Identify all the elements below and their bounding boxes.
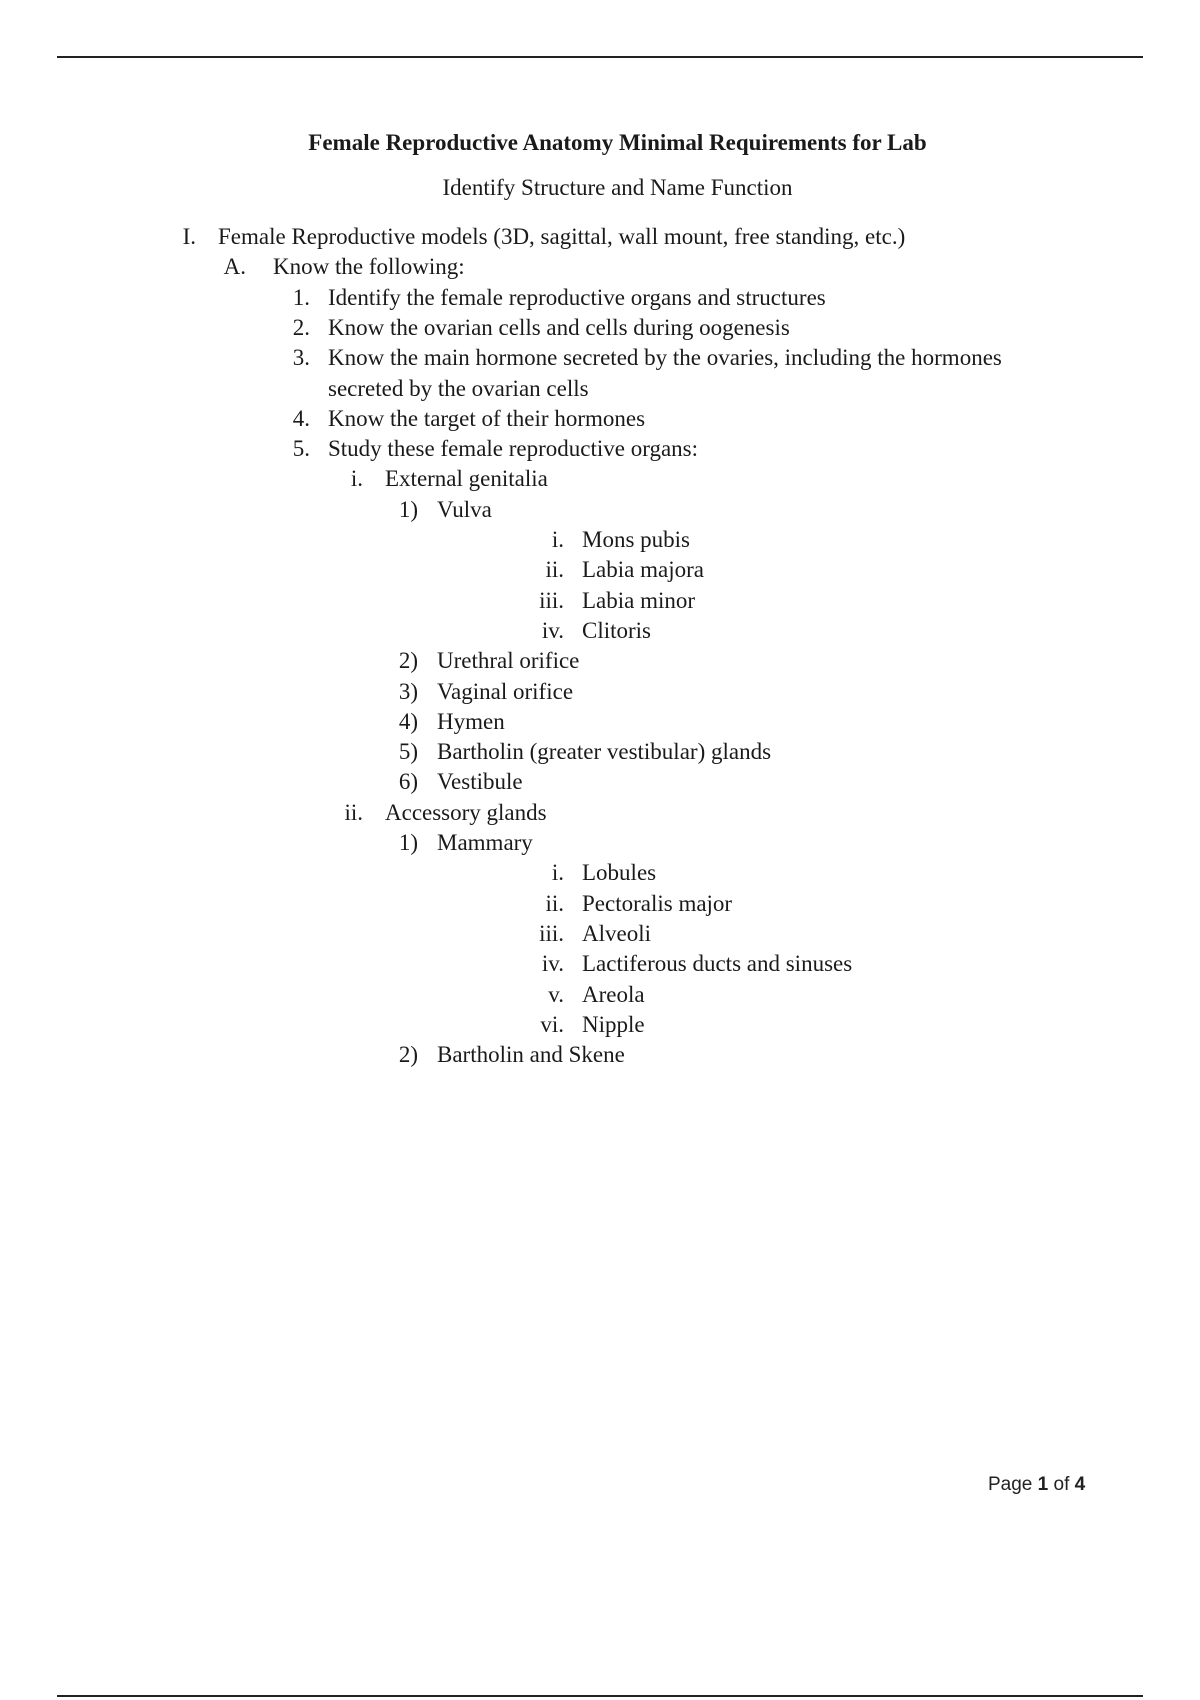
- outline-text: Vaginal orifice: [437, 678, 574, 704]
- page-current: 1: [1037, 1474, 1049, 1495]
- outline-text: Know the main hormone secreted by the ovaries, including the hormones: [328, 345, 1002, 371]
- outline-marker: iv.: [541, 951, 564, 977]
- page-of: of: [1053, 1474, 1070, 1495]
- outline-marker: I.: [182, 224, 196, 249]
- outline-text: Nipple: [582, 1011, 645, 1037]
- outline-text: Bartholin (greater vestibular) glands: [437, 739, 772, 765]
- outline-text: Pectoralis major: [582, 890, 733, 916]
- outline-text: Alveoli: [582, 920, 651, 946]
- outline-marker: 2.: [292, 314, 310, 340]
- outline-text: Mammary: [437, 830, 533, 855]
- outline-text: Vulva: [437, 496, 492, 522]
- outline-text: Urethral orifice: [437, 648, 580, 674]
- outline-marker: iii.: [539, 920, 564, 946]
- outline-marker: 4.: [292, 405, 310, 431]
- outline-marker: i.: [551, 860, 564, 886]
- outline-text: Know the target of their hormones: [328, 405, 646, 431]
- outline-marker: 3): [398, 678, 418, 704]
- outline-marker: ii.: [344, 799, 363, 825]
- outline-text: Study these female reproductive organs:: [328, 436, 699, 462]
- outline-text: External genitalia: [385, 466, 548, 492]
- outline-text: Labia minor: [582, 587, 696, 613]
- document-subtitle: Identify Structure and Name Function: [442, 175, 793, 200]
- outline-marker: iv.: [541, 617, 564, 643]
- outline-marker: 5): [398, 739, 418, 765]
- outline-marker: 5.: [292, 436, 310, 462]
- outline-text: Lobules: [582, 860, 657, 886]
- outline-text: Know the ovarian cells and cells during oogenesis: [328, 314, 790, 340]
- outline-text: Mons pubis: [582, 527, 690, 552]
- top-rule: [57, 56, 1143, 58]
- outline-text: secreted by the ovarian cells: [328, 375, 589, 401]
- outline-marker: ii.: [545, 557, 564, 583]
- outline-text: Vestibule: [437, 769, 523, 795]
- outline-text: Clitoris: [582, 617, 652, 643]
- outline-marker: iii.: [539, 587, 564, 613]
- outline-text: Know the following:: [273, 254, 465, 280]
- outline-marker: 1): [398, 496, 418, 522]
- outline-text: Areola: [582, 981, 645, 1007]
- outline-marker: i.: [551, 527, 564, 552]
- outline-marker: 4): [398, 708, 418, 734]
- outline-text: Identify the female reproductive organs and structures: [328, 284, 826, 310]
- outline-text: Hymen: [437, 708, 505, 734]
- page-total: 4: [1074, 1474, 1086, 1495]
- outline-text: Female Reproductive models (3D, sagittal, wall mount, free standing, etc.): [218, 224, 906, 249]
- document-title: Female Reproductive Anatomy Minimal Requirements for Lab: [308, 130, 927, 155]
- outline-marker: 6): [398, 769, 418, 795]
- outline-marker: 3.: [292, 345, 310, 371]
- outline-marker: 1): [398, 830, 418, 855]
- outline-marker: 2): [398, 648, 418, 674]
- outline-text: Lactiferous ducts and sinuses: [582, 951, 853, 977]
- outline-marker: i.: [350, 466, 363, 492]
- outline-marker: ii.: [545, 890, 564, 916]
- outline-text: Bartholin and Skene: [437, 1042, 625, 1068]
- page-number: [988, 1474, 1085, 1496]
- outline-text: Labia majora: [582, 557, 704, 583]
- page-word: Page: [988, 1474, 1033, 1495]
- outline-text: Accessory glands: [385, 799, 547, 825]
- bottom-rule: [57, 1695, 1143, 1697]
- outline-marker: 1.: [292, 284, 310, 310]
- outline-marker: vi.: [540, 1011, 564, 1037]
- outline-marker: A.: [223, 254, 246, 280]
- outline-marker: 2): [398, 1042, 418, 1068]
- outline-marker: v.: [548, 981, 564, 1007]
